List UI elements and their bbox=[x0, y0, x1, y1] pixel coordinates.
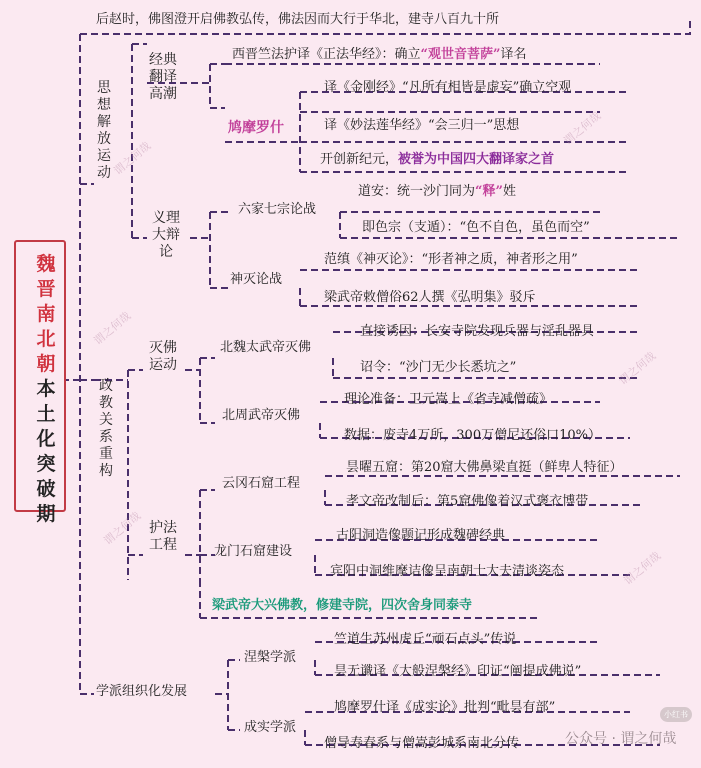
annihilation-label: 神灭论战 bbox=[230, 272, 283, 287]
branch-politics-label: 政教关系重构 bbox=[99, 378, 113, 479]
root-title-black: 本土化突破期 bbox=[36, 378, 56, 525]
watermark-2: 谓之何哉 bbox=[561, 109, 604, 148]
longmen-item-2: 宾阳中洞维摩诘像呈南朝士大夫清谈姿态 bbox=[330, 564, 565, 579]
satyasiddhi-item-1: 鸠摩罗什译《成实论》批判“毗昙有部” bbox=[334, 700, 556, 715]
branch-thought-label: 思想解放运动 bbox=[97, 80, 111, 181]
northern-zhou-label: 北周武帝灭佛 bbox=[222, 408, 301, 423]
watermark-5: 谓之何哉 bbox=[101, 509, 144, 548]
daoan-item bbox=[358, 184, 516, 200]
root-node bbox=[14, 240, 66, 525]
translation-label-text: 经典翻译高潮 bbox=[149, 52, 177, 102]
longmen-label: 龙门石窟建设 bbox=[214, 544, 293, 559]
liang-emperor-item: 梁武帝大兴佛教，修建寺院，四次舍身同泰寺 bbox=[212, 598, 473, 613]
translation-label bbox=[148, 52, 178, 103]
northern-wei-label: 北魏太武帝灭佛 bbox=[220, 340, 312, 355]
watermark-6: 谓之何哉 bbox=[621, 549, 664, 588]
protection-label-text: 护法工程 bbox=[149, 520, 177, 553]
dharmaraksa-item bbox=[232, 47, 527, 63]
dharmaraksa-highlight: “观世音菩萨” bbox=[420, 47, 501, 62]
nirvana-label: 涅槃学派 bbox=[244, 650, 297, 665]
persecution-label bbox=[146, 340, 180, 374]
root-title-red: 魏晋南北朝 bbox=[36, 253, 56, 375]
satyasiddhi-item-2: 僧导寿春系与僧嵩彭城系南北分传 bbox=[324, 736, 520, 751]
yungang-item-2: 孝文帝改制后：第5窟佛像着汉式褒衣博带 bbox=[346, 494, 589, 509]
debate-label-text: 义理大辩论 bbox=[152, 210, 180, 260]
kumarajiva-label: 鸠摩罗什 bbox=[228, 120, 284, 136]
protection-label bbox=[146, 520, 180, 554]
yungang-item-1: 昙曜五窟：第20窟大佛鼻梁直挺（鲜卑人特征） bbox=[346, 460, 623, 475]
nirvana-item-2: 昙无谶译《大般涅槃经》印证“阐提成佛说” bbox=[334, 664, 582, 679]
branch-schools-label: 学派组织化发展 bbox=[96, 684, 188, 699]
northern-wei-item-2: 诏令：“沙门无少长悉坑之” bbox=[360, 360, 517, 375]
annihilation-item-1: 范缜《神灭论》：“形者神之质，神者形之用” bbox=[324, 252, 578, 267]
top-note: 后赵时，佛图澄开启佛教弘传，佛法因而大行于华北，建寺八百九十所 bbox=[96, 12, 500, 27]
longmen-item-1: 古阳洞造像题记形成魏碑经典 bbox=[336, 528, 506, 543]
jise-item: 即色宗（支遁）：“色不自色，虽色而空” bbox=[362, 220, 590, 235]
watermark-4: 谓之何哉 bbox=[616, 349, 659, 388]
account-footer: 公众号 · 谓之何哉 bbox=[565, 731, 677, 747]
kumarajiva-era-before: 开创新纪元， bbox=[320, 152, 399, 167]
platform-badge: 小红书 bbox=[660, 707, 692, 722]
northern-zhou-item-1: 理论准备：卫元嵩上《省寺减僧疏》 bbox=[344, 392, 553, 407]
annihilation-item-2: 梁武帝敕僧俗62人撰《弘明集》驳斥 bbox=[324, 290, 536, 305]
dharmaraksa-before: 西晋竺法护译《正法华经》：确立 bbox=[232, 47, 421, 62]
kumarajiva-era-highlight: 被誉为中国四大翻译家之首 bbox=[398, 152, 555, 167]
nirvana-item-1: 竺道生苏州虎丘“顽石点头”传说 bbox=[334, 632, 517, 647]
watermark-3: 谓之何哉 bbox=[91, 309, 134, 348]
yungang-label: 云冈石窟工程 bbox=[222, 476, 301, 491]
satyasiddhi-label: 成实学派 bbox=[244, 720, 297, 735]
daoan-highlight: “释” bbox=[475, 184, 503, 199]
daoan-before: 道安：统一沙门同为 bbox=[358, 184, 476, 199]
dharmaraksa-after: 译名 bbox=[500, 47, 527, 62]
persecution-label-text: 灭佛运动 bbox=[149, 340, 177, 373]
watermark-1: 谓之何哉 bbox=[111, 139, 154, 178]
seven-schools-label: 六家七宗论战 bbox=[238, 202, 317, 217]
northern-wei-item-1: 直接诱因：长安寺院发现兵器与淫乱器具 bbox=[360, 324, 595, 339]
kumarajiva-item-1: 译《金刚经》“凡所有相皆是虚妄”确立空观 bbox=[324, 80, 572, 95]
kumarajiva-item-2: 译《妙法莲华经》“会三归一”思想 bbox=[324, 118, 520, 133]
kumarajiva-era bbox=[320, 152, 554, 168]
daoan-after: 姓 bbox=[502, 184, 516, 199]
northern-zhou-item-2: 数据：废寺4万所，300万僧尼还俗口10%） bbox=[344, 428, 601, 443]
debate-label bbox=[150, 210, 182, 261]
